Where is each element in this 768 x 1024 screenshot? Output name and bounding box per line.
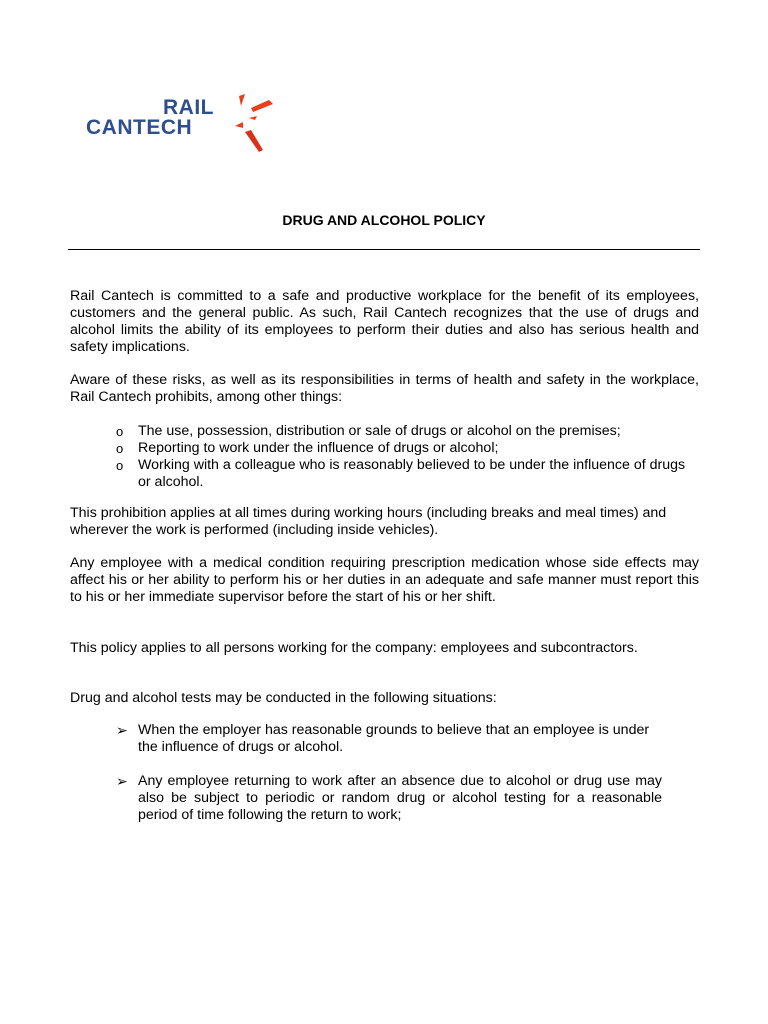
document-title: DRUG AND ALCOHOL POLICY bbox=[282, 212, 486, 228]
arrow-bullet-icon: ➢ bbox=[116, 722, 128, 738]
list-item bbox=[116, 722, 662, 756]
list-item-text: Any employee returning to work after an absence due to alcohol or drug use may also be subject to periodic or random drug or alcohol testing for a reasonable period of time following the return to work; bbox=[138, 773, 662, 823]
paragraph-awareness: Aware of these risks, as well as its responsibilities in terms of health and safety in the workplace, Rail Cantech prohibits, among other things: bbox=[70, 372, 699, 405]
rail-cantech-logo bbox=[86, 92, 286, 156]
bullet: o bbox=[116, 424, 124, 439]
bullet: o bbox=[116, 441, 124, 456]
bullet: o bbox=[116, 458, 124, 473]
prohibitions-list bbox=[116, 423, 696, 491]
testing-situations-list bbox=[116, 722, 662, 824]
paragraph-medical-condition: Any employee with a medical condition requiring prescription medication whose side effects may affect his or her ability to perform his or her duties in an adequate and safe manner must report this to his or her immediate supervisor before the start of his or her shift. bbox=[70, 555, 699, 605]
logo-burst-icon bbox=[233, 92, 285, 154]
logo-line-rail: RAIL bbox=[163, 96, 214, 119]
paragraph-policy-scope: This policy applies to all persons working for the company: employees and subcontractors. bbox=[70, 640, 638, 656]
paragraph-commitment: Rail Cantech is committed to a safe and productive workplace for the benefit of its employees, customers and the general public. As such, Rail Cantech recognizes that the use of drugs and alcohol limits the ability of its employees to perform their duties and also has serious health and safety implications. bbox=[70, 288, 699, 355]
list-item-text: Working with a colleague who is reasonably believed to be under the influence of drugs or alcohol. bbox=[138, 457, 686, 490]
list-item bbox=[116, 423, 696, 440]
list-item bbox=[116, 773, 662, 824]
list-item-text: When the employer has reasonable grounds to believe that an employee is under the influence of drugs or alcohol. bbox=[138, 722, 650, 755]
list-item-text: Reporting to work under the influence of drugs or alcohol; bbox=[138, 440, 499, 456]
list-item bbox=[116, 457, 696, 491]
list-item bbox=[116, 440, 696, 457]
title-divider bbox=[68, 249, 700, 250]
paragraph-testing-intro: Drug and alcohol tests may be conducted in the following situations: bbox=[70, 690, 497, 706]
logo-line-cantech: CANTECH bbox=[86, 116, 193, 139]
arrow-bullet-icon: ➢ bbox=[116, 773, 128, 789]
paragraph-prohibition-scope: This prohibition applies at all times during working hours (including breaks and meal times) and wherever the work is performed (including inside vehicles). bbox=[70, 505, 667, 538]
list-item-text: The use, possession, distribution or sale of drugs or alcohol on the premises; bbox=[138, 423, 621, 439]
